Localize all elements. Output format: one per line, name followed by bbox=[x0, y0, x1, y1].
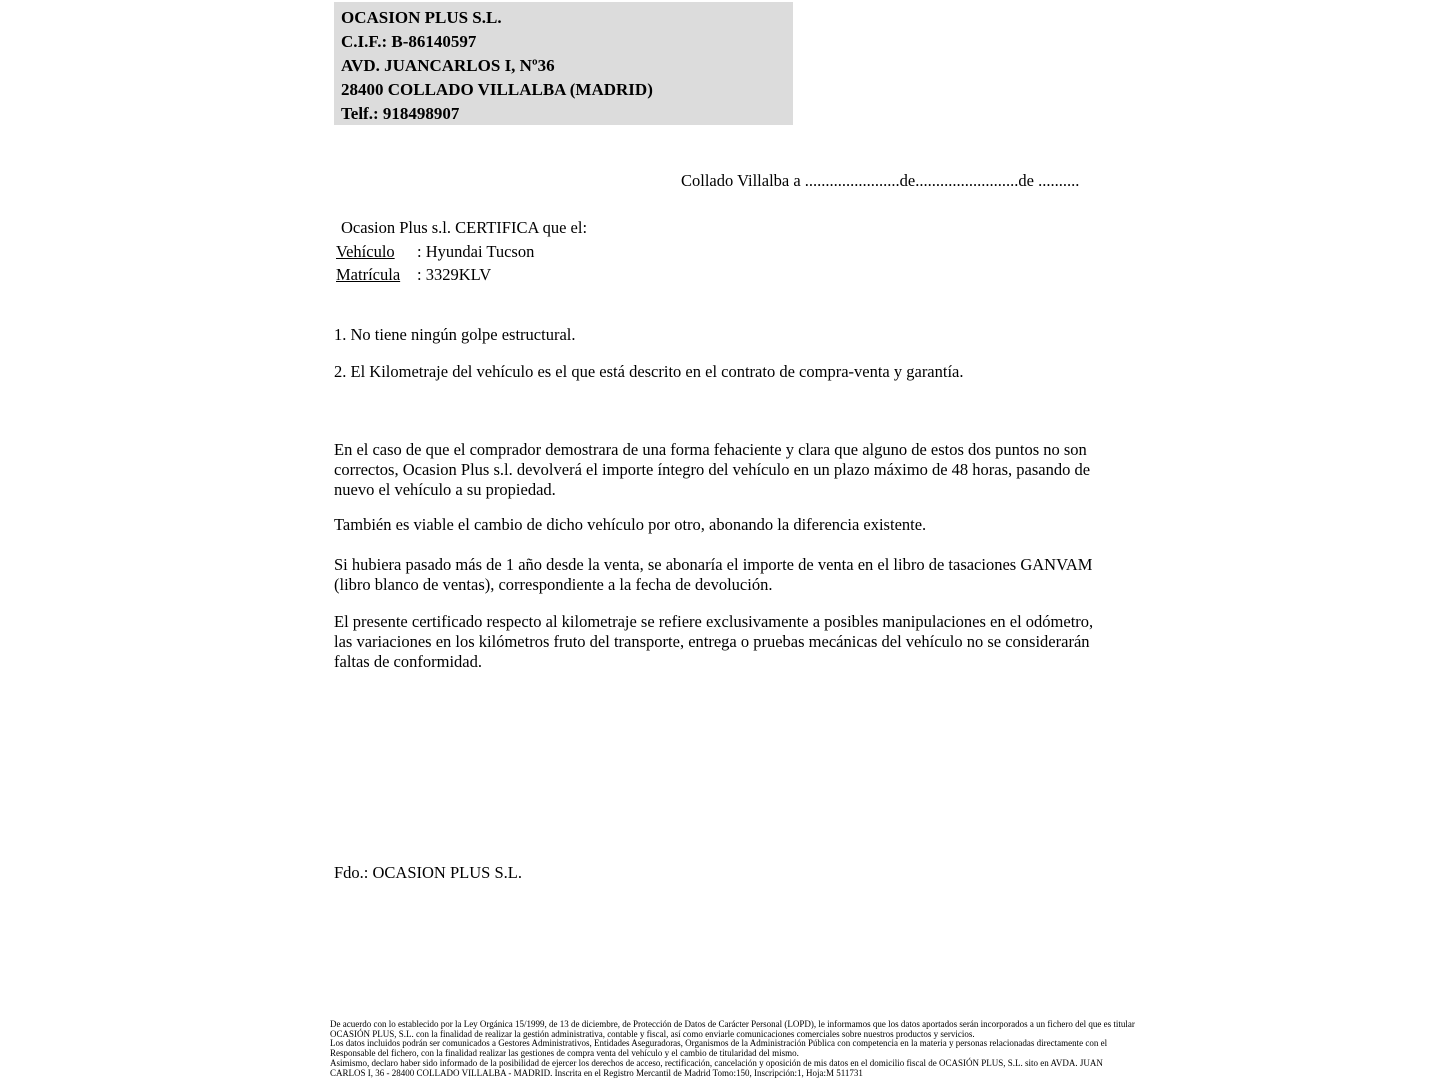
company-city: 28400 COLLADO VILLALBA (MADRID) bbox=[341, 80, 653, 99]
company-name: OCASION PLUS S.L. bbox=[341, 8, 502, 27]
paragraph-ganvam: Si hubiera pasado más de 1 año desde la venta, se abonaría el importe de venta en el libro de tasaciones GANVAM (libro blanco de ventas), correspondiente a la fecha de devolución. bbox=[334, 555, 1093, 594]
company-cif: C.I.F.: B-86140597 bbox=[341, 32, 477, 51]
footer-line-3: Los datos incluidos podrán ser comunicados a Gestores Administrativos, Entidades Aseguradoras, Organismos de la Administración Pública con competencia en la materia y personas relacionadas directamente con el bbox=[330, 1038, 1108, 1049]
company-address: AVD. JUANCARLOS I, Nº36 bbox=[341, 56, 555, 75]
paragraph-refund: En el caso de que el comprador demostrara de una forma fehaciente y clara que alguno de estos dos puntos no son correctos, Ocasion Plus s.l. devolverá el importe íntegro del vehículo en un plazo máximo de 48 horas, pasando de nuevo el vehículo a su propiedad. bbox=[334, 440, 1091, 499]
legal-footer bbox=[330, 1020, 1135, 1078]
vehicle-label: Vehículo bbox=[336, 241, 395, 261]
company-phone: Telf.: 918498907 bbox=[341, 104, 460, 123]
vehicle-label-cell bbox=[336, 240, 417, 264]
date-line: Collado Villalba a .......................de.........................de .......... bbox=[681, 171, 1080, 190]
certify-block bbox=[336, 216, 587, 287]
certify-intro: Ocasion Plus s.l. CERTIFICA que el: bbox=[341, 218, 588, 237]
footer-line-2: OCASIÓN PLUS, S.L. con la finalidad de realizar la gestión administrativa, contable y fiscal, así como enviarle comunicaciones comerciales sobre nuestros productos y servicios. bbox=[330, 1028, 975, 1039]
plate-label: Matrícula bbox=[336, 265, 401, 284]
footer-line-5: Asimismo, declaro haber sido informado de la posibilidad de ejercer los derechos de acceso, rectificación, cancelación y oposición de mis datos en el domicilio fiscal de OCASIÓN PLUS, S.L. sito en AVDA. JUAN bbox=[330, 1057, 1103, 1068]
point-1: 1. No tiene ningún golpe estructural. bbox=[334, 325, 576, 344]
point-2: 2. El Kilometraje del vehículo es el que está descrito en el contrato de compra-venta y garantía. bbox=[334, 362, 964, 381]
paragraph-exchange: También es viable el cambio de dicho vehículo por otro, abonando la diferencia existente. bbox=[334, 515, 927, 534]
footer-line-1: De acuerdo con lo establecido por la Ley Orgánica 15/1999, de 13 de diciembre, de Protección de Datos de Carácter Personal (LOPD), le informamos que los datos aportados serán incorporados a un fichero del que es titular bbox=[330, 1019, 1135, 1029]
vehicle-value: : Hyundai Tucson bbox=[417, 241, 535, 261]
paragraph-odometer: El presente certificado respecto al kilometraje se refiere exclusivamente a posibles manipulaciones en el odómetro, las variaciones en los kilómetros fruto del transporte, entrega o pruebas mecánicas del vehículo no se considerarán faltas de conformidad. bbox=[334, 612, 1094, 671]
footer-line-6: CARLOS I, 36 - 28400 COLLADO VILLALBA - MADRID. Inscrita en el Registro Mercantil de Madrid Tomo:150, Inscripción:1, Hoja:M 511731 bbox=[330, 1067, 863, 1078]
footer-line-4: Responsable del fichero, con la finalidad realizar las gestiones de compra venta del vehículo y el cambio de titularidad del mismo. bbox=[330, 1048, 799, 1059]
signature-line: Fdo.: OCASION PLUS S.L. bbox=[334, 863, 522, 882]
vehicle-row bbox=[336, 240, 587, 264]
company-header-box bbox=[334, 2, 793, 125]
plate-value: : 3329KLV bbox=[417, 265, 492, 284]
plate-row bbox=[336, 263, 587, 287]
plate-label-cell bbox=[336, 263, 417, 287]
